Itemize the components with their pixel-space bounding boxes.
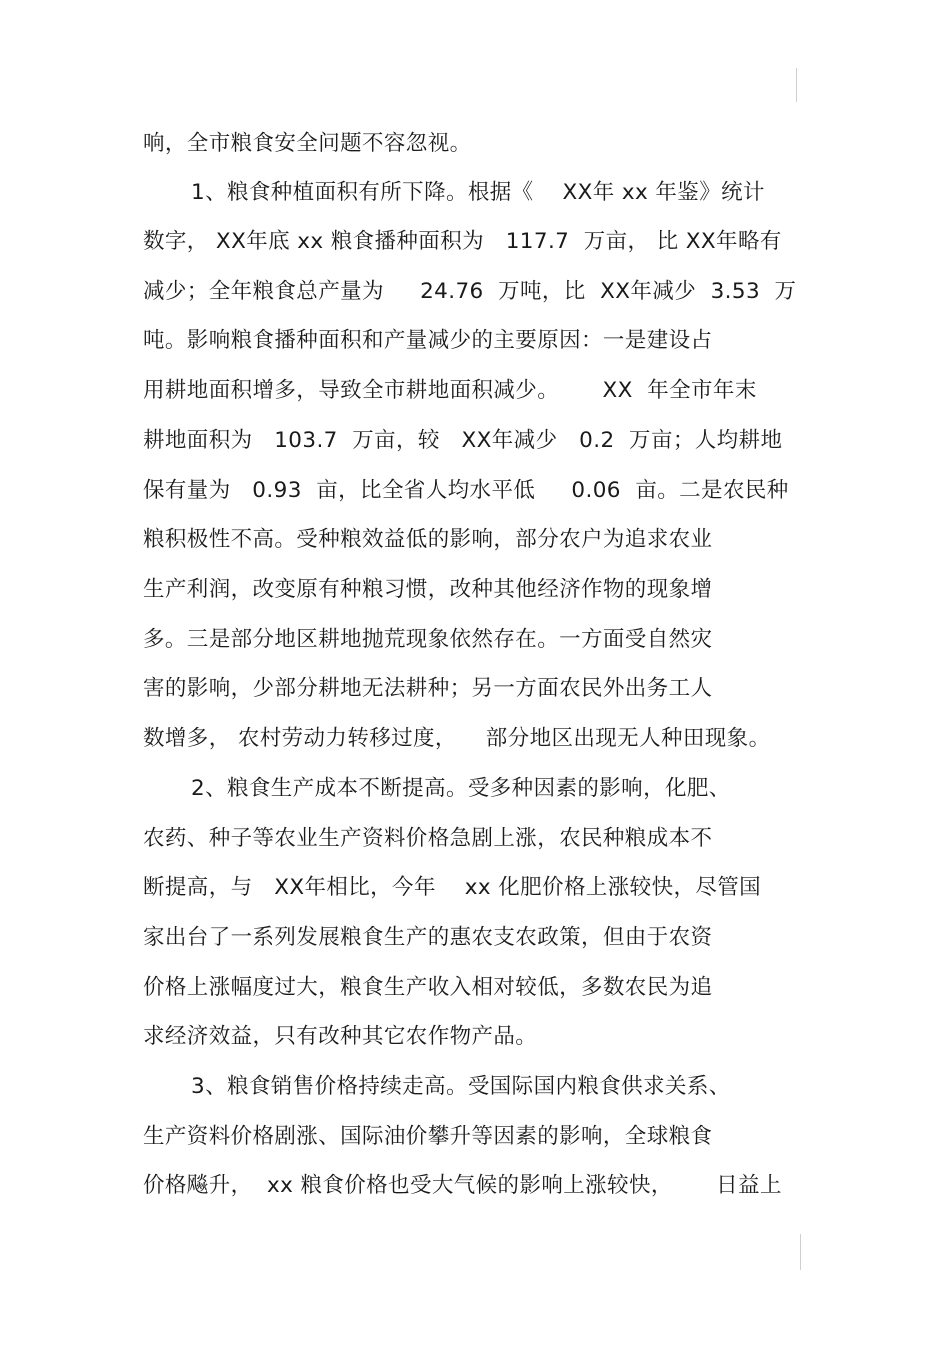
- text-line-6: 用耕地面积增多，导致全市耕地面积减少。 XX 年全市年末: [143, 378, 757, 403]
- text-line-21: 生产资料价格剧涨、国际油价攀升等因素的影响，全球粮食: [143, 1124, 713, 1149]
- text-line-11: 多。三是部分地区耕地抛荒现象依然存在。一方面受自然灾: [143, 627, 713, 652]
- text-line-3: 数字， XX年底 xx 粮食播种面积为 117.7 万亩， 比 XX年略有: [143, 229, 782, 254]
- text-line-1: 响，全市粮食安全问题不容忽视。: [143, 131, 472, 156]
- text-line-15: 农药、种子等农业生产资料价格急剧上涨，农民种粮成本不: [143, 826, 713, 851]
- text-line-13: 数增多， 农村劳动力转移过度， 部分地区出现无人种田现象。: [143, 726, 771, 751]
- text-line-19: 求经济效益，只有改种其它农作物产品。: [143, 1024, 538, 1049]
- text-line-8: 保有量为 0.93 亩，比全省人均水平低 0.06 亩。二是农民种: [143, 478, 789, 503]
- text-line-9: 粮积极性不高。受种粮效益低的影响，部分农户为追求农业: [143, 527, 713, 552]
- text-line-22: 价格飚升， xx 粮食价格也受大气候的影响上涨较快， 日益上: [143, 1173, 782, 1198]
- text-line-7: 耕地面积为 103.7 万亩，较 XX年减少 0.2 万亩；人均耕地: [143, 428, 783, 453]
- text-line-2: 1、粮食种植面积有所下降。根据《 XX年 xx 年鉴》统计: [191, 180, 765, 205]
- text-line-4: 减少；全年粮食总产量为 24.76 万吨，比 XX年减少 3.53 万: [143, 279, 797, 304]
- text-line-10: 生产利润，改变原有种粮习惯，改种其他经济作物的现象增: [143, 577, 713, 602]
- text-line-5: 吨。影响粮食播种面积和产量减少的主要原因：一是建设占: [143, 328, 713, 353]
- text-line-14: 2、粮食生产成本不断提高。受多种因素的影响，化肥、: [191, 776, 731, 801]
- page-edge-mark-top: [796, 68, 797, 102]
- text-line-17: 家出台了一系列发展粮食生产的惠农支农政策，但由于农资: [143, 925, 713, 950]
- text-line-16: 断提高，与 XX年相比，今年 xx 化肥价格上涨较快，尽管国: [143, 875, 762, 900]
- page-edge-mark-bottom: [800, 1234, 801, 1270]
- text-line-20: 3、粮食销售价格持续走高。受国际国内粮食供求关系、: [191, 1074, 731, 1099]
- text-line-12: 害的影响，少部分耕地无法耕种；另一方面农民外出务工人: [143, 676, 713, 701]
- text-line-18: 价格上涨幅度过大，粮食生产收入相对较低，多数农民为追: [143, 975, 713, 1000]
